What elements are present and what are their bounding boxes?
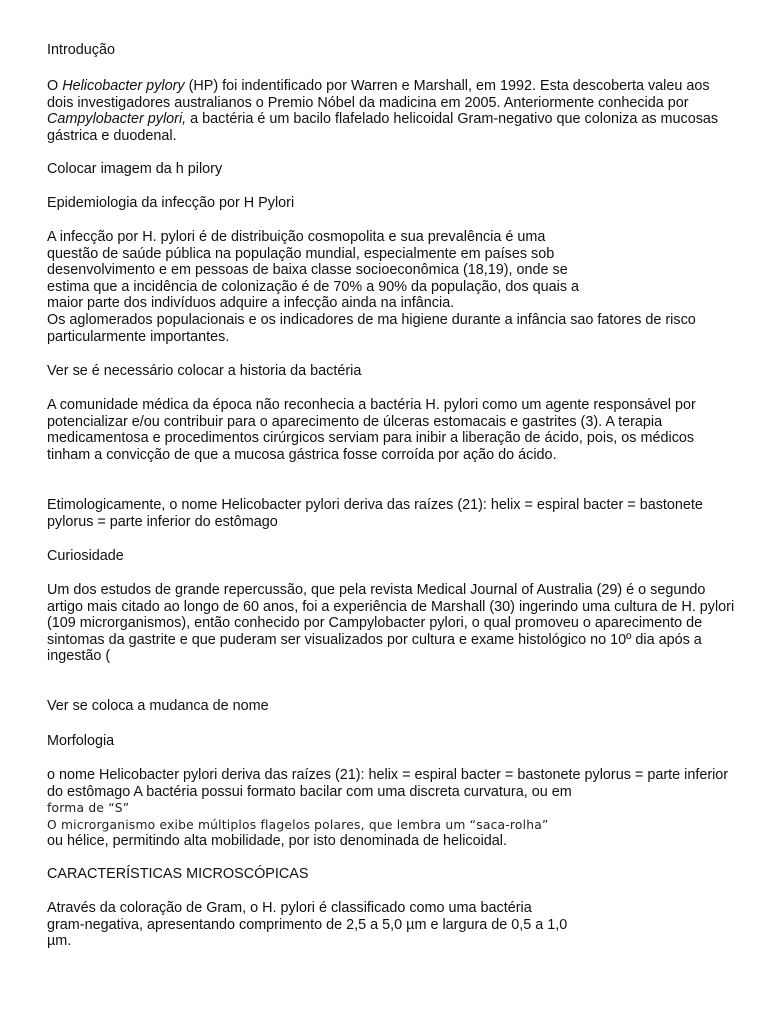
morphology-text: ou hélice, permitindo alta mobilidade, por isto denominada de helicoidal. [47,833,507,850]
morphology-text: o nome Helicobacter pylori deriva das raízes (21): helix = espiral bacter = bastonete pylorus = parte inferior do estômago A bactéria possui formato bacilar com uma discreta curvatura, ou em [47,767,729,800]
intro-italic-hp: Helicobacter pylory [62,78,185,94]
intro-text-3: a bactéria é um bacilo flafelado helicoidal Gram-negativo que coloniza as mucosas gástrica e duodenal. [47,111,719,144]
epidemiology-paragraph [47,229,737,345]
heading-morfologia: Morfologia [47,733,115,749]
microscopic-line: µm. [47,933,72,950]
morphology-paragraph [47,767,737,850]
intro-text-2: (HP) foi indentificado por Warren e Marshall, em 1992. Esta descoberta valeu aos dois investigadores australianos o Premio Nóbel da madicina em 2005. Anteriormente conhecida por [47,78,710,111]
intro-paragraph [47,78,737,144]
morphology-alt-line: forma de “S” [47,801,130,816]
note-history: Ver se é necessário colocar a historia da bactéria [47,363,362,379]
history-paragraph: A comunidade médica da época não reconhecia a bactéria H. pylori como um agente responsável por potencializar e/ou contribuir para o aparecimento de úlceras estomacais e gastrites (3). A terapia medicamentosa e procedimentos cirúrgicos serviam para inibir a liberação de ácido, pois, os médicos tinham a convicção de que a mucosa gástrica fosse corroída por ação do ácido. [47,397,696,463]
note-name-change: Ver se coloca a mudanca de nome [47,698,269,714]
epidemiology-line: questão de saúde pública na população mundial, especialmente em países sob [47,245,555,262]
microscopic-paragraph [47,900,737,950]
etymology-paragraph: Etimologicamente, o nome Helicobacter pylori deriva das raízes (21): helix = espiral bacter = bastonete pylorus = parte inferior do estômago [47,497,703,530]
curiosity-paragraph: Um dos estudos de grande repercussão, que pela revista Medical Journal of Australia (29) é o segundo artigo mais citado ao longo de 60 anos, foi a experiência de Marshall (30) ingerindo uma cultura de H. pylori (109 microrganismos), então conhecido por Campylobacter pylori, o qual promoveu o aparecimento de sintomas da gastrite e que puderam ser visualizados por cultura e exame histológico no 10º dia após a ingestão ( [47,582,735,665]
intro-italic-campylobacter: Campylobacter pylori, [47,111,187,128]
epidemiology-line: Os aglomerados populacionais e os indicadores de ma higiene durante a infância sao fatores de risco particularmente importantes. [47,311,696,345]
epidemiology-line: estima que a incidência de colonização é de 70% a 90% da população, dos quais a [47,278,580,295]
epidemiology-line: desenvolvimento e em pessoas de baixa classe socioeconômica (18,19), onde se [47,262,568,279]
heading-introducao: Introdução [47,42,116,58]
epidemiology-line: A infecção por H. pylori é de distribuição cosmopolita e sua prevalência é uma [47,229,546,245]
microscopic-line: gram-negativa, apresentando comprimento de 2,5 a 5,0 µm e largura de 0,5 a 1,0 [47,916,568,933]
note-image: Colocar imagem da h pilory [47,161,223,177]
morphology-alt-line: O microrganismo exibe múltiplos flagelos polares, que lembra um “saca-rolha” [47,817,549,832]
epidemiology-line: maior parte dos indivíduos adquire a infecção ainda na infância. [47,295,455,312]
heading-caracteristicas-microscopicas: CARACTERÍSTICAS MICROSCÓPICAS [47,866,309,882]
heading-curiosidade: Curiosidade [47,548,124,564]
intro-text-1: O [47,78,63,94]
microscopic-line: Através da coloração de Gram, o H. pylori é classificado como uma bactéria [47,900,532,916]
heading-epidemiologia: Epidemiologia da infecção por H Pylori [47,195,295,211]
